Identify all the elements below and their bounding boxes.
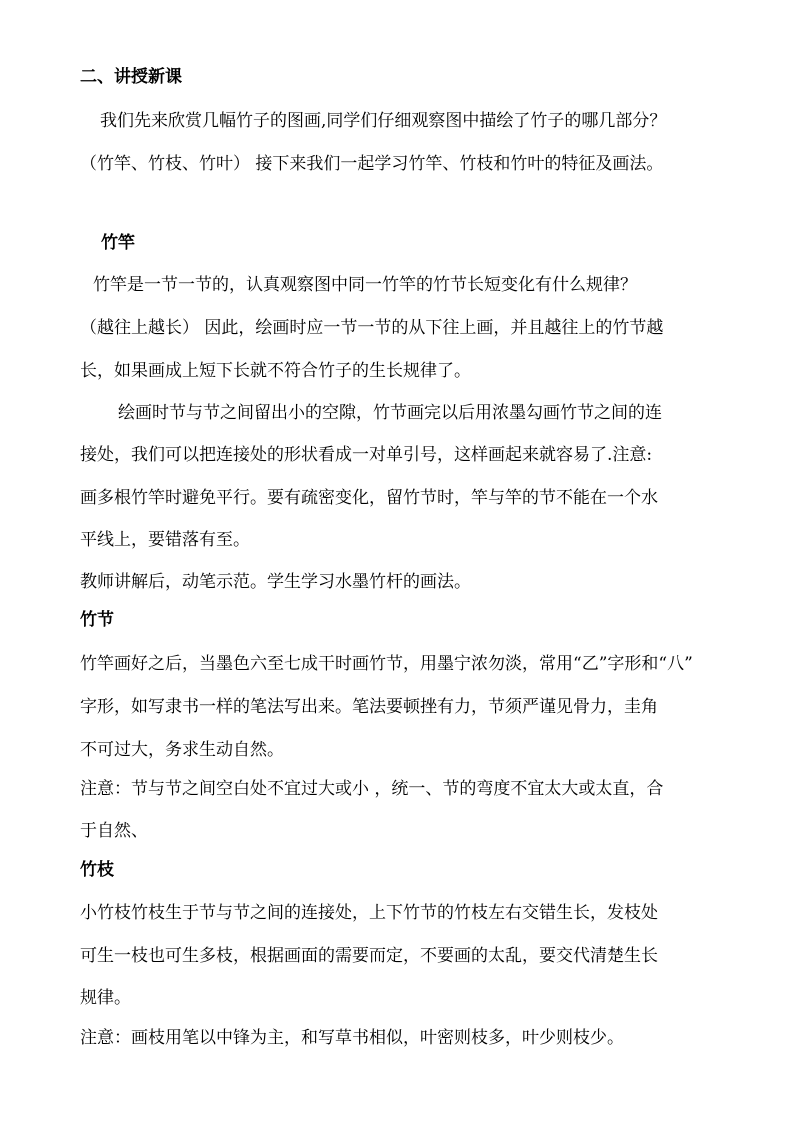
gan-heading: 竹竿 [101, 233, 135, 253]
zhi-heading: 竹枝 [80, 860, 114, 880]
zhi-p2: 注意：画枝用笔以中锋为主，和写草书相似，叶密则枝多，叶少则枝少。 [80, 1028, 624, 1048]
jie-p1-line-2: 字形，如写隶书一样的笔法写出来。笔法要顿挫有力，节须严谨见骨力，圭角 [80, 697, 658, 717]
gan-p2-line-2: 接处，我们可以把连接处的形状看成一对单引号，这样画起来就容易了.注意: [80, 445, 653, 465]
gan-p2-line-4: 平线上，要错落有至。 [80, 530, 250, 550]
jie-p2-line-1: 注意：节与节之间空白处不宜过大或小 ，统一、节的弯度不宜太大或太直，合 [80, 779, 664, 799]
jie-p2-line-2: 于自然、 [80, 821, 148, 841]
gan-p3: 教师讲解后，动笔示范。学生学习水墨竹杆的画法。 [80, 572, 471, 592]
jie-p1-line-1: 竹竿画好之后，当墨色六至七成干时画竹节，用墨宁浓勿淡，常用“乙”字形和“八” [80, 654, 693, 674]
jie-p1-line-3: 不可过大，务求生动自然。 [80, 740, 284, 760]
gan-p1-line-1: 竹竿是一节一节的，认真观察图中同一竹竿的竹节长短变化有什么规律？ [93, 275, 637, 295]
gan-p1-line-2: （越往上越长） 因此，绘画时应一节一节的从下往上画，并且越往上的竹节越 [80, 318, 664, 338]
intro-line-1: 我们先来欣赏几幅竹子的图画,同学们仔细观察图中描绘了竹子的哪几部分？ [100, 111, 667, 131]
gan-p2-line-3: 画多根竹竿时避免平行。要有疏密变化，留竹节时，竿与竿的节不能在一个水 [80, 488, 658, 508]
zhi-p1-line-3: 规律。 [80, 988, 131, 1008]
intro-line-2: （竹竿、竹枝、竹叶） 接下来我们一起学习竹竿、竹枝和竹叶的特征及画法。 [80, 154, 664, 174]
gan-p2-line-1: 绘画时节与节之间留出小的空隙，竹节画完以后用浓墨勾画竹节之间的连 [118, 403, 662, 423]
gan-p1-line-3: 长，如果画成上短下长就不符合竹子的生长规律了。 [80, 361, 471, 381]
section-heading: 二、讲授新课 [80, 67, 182, 87]
jie-heading: 竹节 [80, 610, 114, 630]
zhi-p1-line-2: 可生一枝也可生多枝，根据画面的需要而定，不要画的太乱，要交代清楚生长 [80, 946, 658, 966]
zhi-p1-line-1: 小竹枝竹枝生于节与节之间的连接处，上下竹节的竹枝左右交错生长，发枝处 [80, 903, 658, 923]
